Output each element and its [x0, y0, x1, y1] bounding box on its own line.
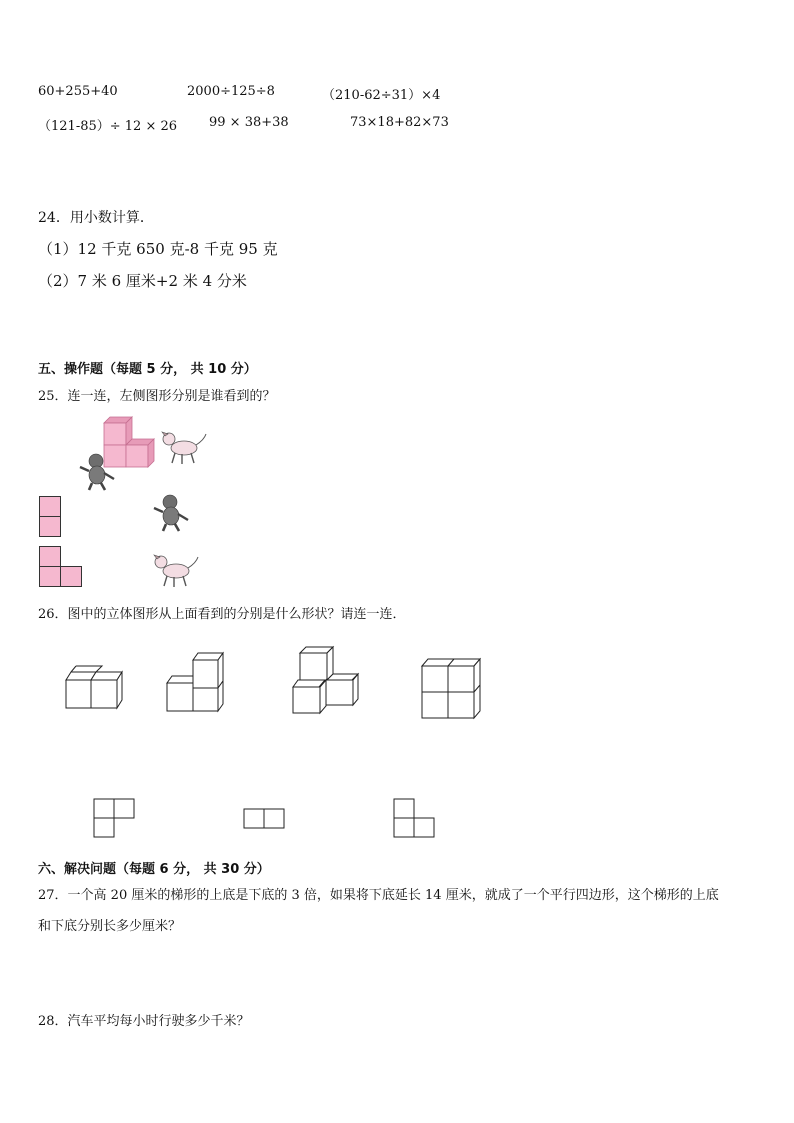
view-l-shape [39, 546, 83, 588]
q24-part2: （2）7 米 6 厘米+2 米 4 分米 [38, 272, 247, 290]
q24-part1: （1）12 千克 650 克-8 千克 95 克 [38, 240, 278, 258]
expr-3: （210-62÷31）×4 [322, 88, 441, 103]
q26-title: 26．图中的立体图形从上面看到的分别是什么形状？请连一连． [38, 607, 406, 622]
dog-icon [152, 551, 200, 589]
monkey-icon [78, 453, 118, 491]
section6-heading: 六、解决问题（每题 6 分， 共 30 分） [38, 862, 270, 877]
solid-1 [64, 665, 126, 711]
expr-2: 2000÷125÷8 [187, 84, 275, 99]
solid-2 [166, 652, 228, 712]
section5-heading: 五、操作题（每题 5 分， 共 10 分） [38, 362, 257, 377]
view-vertical-two [39, 496, 62, 538]
q24-title: 24．用小数计算． [38, 210, 154, 226]
solid-3 [292, 646, 362, 716]
expr-1: 60+255+40 [38, 84, 118, 99]
top-view-2 [243, 808, 287, 830]
q27-line2: 和下底分别长多少厘米？ [38, 919, 182, 934]
expr-5: 99 × 38+38 [209, 115, 289, 130]
q27-line1: 27．一个高 20 厘米的梯形的上底是下底的 3 倍，如果将下底延长 14 厘米，就成了一个平行四边形，这个梯形的上底 [38, 888, 719, 903]
q28-title: 28．汽车平均每小时行驶多少千米？ [38, 1014, 250, 1029]
expr-4: （121-85）÷ 12 × 26 [38, 119, 178, 134]
solid-4 [421, 658, 483, 720]
expr-6: 73×18+82×73 [350, 115, 449, 130]
top-view-1 [93, 798, 137, 840]
top-view-3 [393, 798, 437, 840]
q25-title: 25．连一连，左侧图形分别是谁看到的？ [38, 389, 276, 404]
dog-icon [160, 428, 208, 466]
monkey-icon [152, 494, 192, 532]
